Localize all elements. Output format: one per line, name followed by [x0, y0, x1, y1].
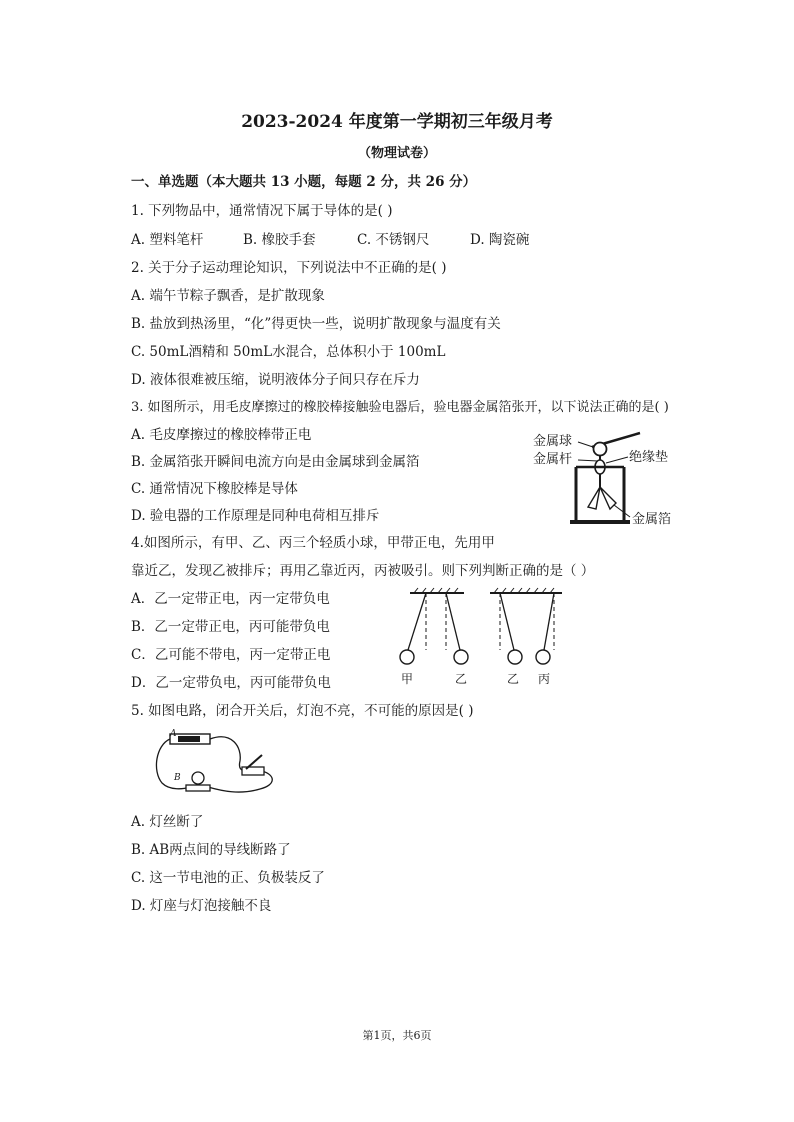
metal-ball [594, 443, 607, 456]
electroscope-figure [530, 425, 690, 525]
q5-stem: 5. 如图电路，闭合开关后，灯泡不亮，不可能的原因是( ) [131, 703, 474, 719]
exam-title: 2023-2024 年度第一学期初三年级月考 [241, 112, 553, 132]
q1-option-a: A. 塑料笔杆 [131, 232, 204, 248]
q5-option-d: D. 灯座与灯泡接触不良 [131, 898, 272, 914]
ball-bing [536, 650, 550, 664]
q3-option-d: D. 验电器的工作原理是同种电荷相互排斥 [131, 508, 380, 524]
q4-stem-line2: 靠近乙，发现乙被排斥；再用乙靠近丙，丙被吸引。则下列判断正确的是（ ） [131, 563, 595, 579]
q2-option-b: B. 盐放到热汤里，“化”得更快一些，说明扩散现象与温度有关 [131, 316, 501, 332]
section-heading: 一、单选题（本大题共 13 小题，每题 2 分，共 26 分） [131, 174, 477, 190]
q1-option-b: B. 橡胶手套 [243, 232, 316, 248]
lamp-holder [186, 785, 210, 791]
circuit-figure [150, 727, 280, 797]
q4-option-d: D．乙一定带负电，丙可能带负电 [131, 675, 331, 691]
label-jia: 甲 [401, 672, 414, 686]
q3-option-c: C. 通常情况下橡胶棒是导体 [131, 481, 298, 497]
q1-stem: 1. 下列物品中，通常情况下属于导体的是( ) [131, 203, 393, 219]
label-metal-foil: 金属箔 [632, 512, 672, 527]
ball-yi-left [454, 650, 468, 664]
label-yi-left: 乙 [455, 672, 468, 686]
q5-option-a: A. 灯丝断了 [131, 814, 204, 830]
q5-option-c: C. 这一节电池的正、负极装反了 [131, 870, 325, 886]
label-point-b: B [174, 773, 181, 783]
q4-option-a: A．乙一定带正电，丙一定带负电 [131, 591, 330, 607]
label-insulating-pad: 绝缘垫 [629, 450, 669, 465]
page-number: 第1页，共6页 [362, 1029, 432, 1042]
q2-option-a: A. 端午节粽子飘香，是扩散现象 [131, 288, 325, 304]
q4-option-c: C．乙可能不带电，丙一定带正电 [131, 647, 331, 663]
label-metal-rod: 金属杆 [533, 452, 573, 467]
exam-subtitle: （物理试卷） [357, 146, 436, 161]
q5-option-b: B. AB两点间的导线断路了 [131, 842, 291, 858]
ball-yi-right [508, 650, 522, 664]
q2-option-c: C. 50mL酒精和 50mL水混合，总体积小于 100mL [131, 344, 446, 360]
label-point-a: A [170, 729, 177, 739]
q2-stem: 2. 关于分子运动理论知识，下列说法中不正确的是( ) [131, 260, 447, 276]
label-metal-ball: 金属球 [533, 434, 573, 449]
q4-option-b: B．乙一定带正电，丙可能带负电 [131, 619, 330, 635]
pendulum-balls-figure [392, 588, 572, 688]
q3-option-b: B. 金属箔张开瞬间电流方向是由金属球到金属箔 [131, 454, 420, 470]
q1-option-d: D. 陶瓷碗 [470, 232, 530, 248]
light-bulb [192, 772, 204, 784]
q4-stem-line1: 4.如图所示，有甲、乙、丙三个轻质小球，甲带正电，先用甲 [131, 535, 495, 551]
label-bing: 丙 [538, 672, 551, 686]
ball-jia [400, 650, 414, 664]
q2-option-d: D. 液体很难被压缩，说明液体分子间只存在斥力 [131, 372, 420, 388]
q3-stem: 3. 如图所示，用毛皮摩擦过的橡胶棒接触验电器后，验电器金属箔张开，以下说法正确的是( ) [131, 400, 669, 415]
switch [242, 767, 264, 775]
q1-option-c: C. 不锈钢尺 [357, 232, 430, 248]
q3-option-a: A. 毛皮摩擦过的橡胶棒带正电 [131, 427, 312, 443]
metal-foil [588, 487, 600, 509]
label-yi-right: 乙 [507, 672, 520, 686]
